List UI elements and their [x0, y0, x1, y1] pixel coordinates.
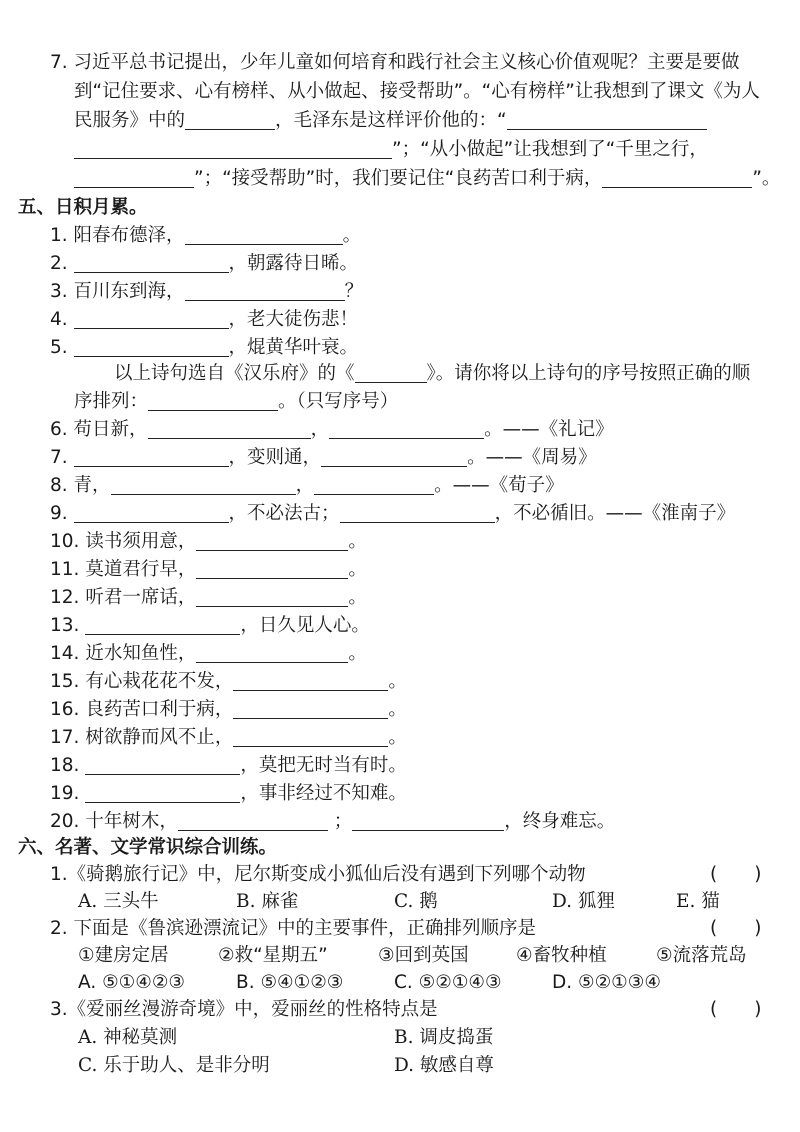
answer-blank[interactable] — [196, 642, 348, 663]
s6-q1-stem: 1.《骑鹅旅行记》中，尼尔斯变成小狐仙后没有遇到下列哪个动物 — [50, 864, 586, 885]
item-text: 。——《礼记》 — [484, 419, 614, 440]
item-text: 听君一席话， — [85, 587, 197, 608]
q7-text: 民服务》中的 — [74, 110, 186, 131]
item-number: 9. — [50, 503, 68, 524]
answer-blank[interactable] — [355, 362, 427, 383]
item-text: 树欲静而风不止， — [85, 727, 234, 748]
s5-note-line-2 — [74, 389, 398, 415]
item-text: 读书须用意， — [85, 531, 197, 552]
answer-blank[interactable] — [111, 474, 296, 495]
item-number: 17. — [50, 727, 80, 748]
item-number: 20. — [50, 811, 80, 832]
answer-blank[interactable] — [602, 167, 752, 188]
q7-text: ，毛泽东是这样评价他的：“ — [275, 110, 507, 131]
item-text: 。 — [348, 559, 367, 580]
item-number: 5. — [50, 337, 68, 358]
answer-blank[interactable] — [85, 782, 240, 803]
s5-item-13 — [50, 613, 370, 639]
item-text: 近水知鱼性， — [85, 643, 197, 664]
item-text: ，日久见人心。 — [240, 615, 370, 636]
note-text: 》。请你将以上诗句的序号按照正确的顺 — [426, 363, 751, 384]
s5-item-19 — [50, 781, 407, 807]
answer-blank[interactable] — [196, 558, 348, 579]
item-text: ，变则通， — [228, 447, 322, 468]
answer-blank[interactable] — [74, 502, 229, 523]
item-text: ； — [333, 811, 353, 832]
q7-line-3 — [74, 108, 707, 134]
answer-blank[interactable] — [185, 224, 343, 245]
item-text: 良药苦口利于病， — [85, 699, 234, 720]
s5-item-14 — [50, 641, 367, 667]
item-text: ，终身难忘。 — [504, 811, 616, 832]
s5-item-11 — [50, 557, 367, 583]
answer-blank[interactable] — [148, 390, 278, 411]
q7-text: ”；“从小做起”让我想到了“千里之行， — [392, 139, 708, 160]
item-text: ，朝露待日晞。 — [228, 253, 359, 274]
item-text: 莫道君行早， — [85, 559, 197, 580]
s6-q2-event-4: ④畜牧种植 — [516, 945, 607, 966]
s5-item-16 — [50, 697, 407, 723]
item-text: ，老大徒伤悲！ — [228, 309, 359, 330]
s6-q3-option-b[interactable]: B. 调皮捣蛋 — [394, 1027, 494, 1048]
item-number: 11. — [50, 559, 80, 580]
answer-blank[interactable] — [178, 810, 328, 831]
answer-blank[interactable] — [314, 474, 434, 495]
answer-blank[interactable] — [233, 726, 388, 747]
answer-blank[interactable] — [74, 336, 229, 357]
answer-blank[interactable] — [329, 418, 484, 439]
s5-item-1 — [50, 223, 361, 249]
answer-blank[interactable] — [233, 698, 388, 719]
answer-blank[interactable] — [185, 109, 275, 130]
section-6-title: 六、名著、文学常识综合训练。 — [18, 837, 278, 858]
item-text: ？ — [344, 281, 364, 302]
answer-blank[interactable] — [196, 530, 348, 551]
s5-item-5 — [50, 335, 358, 361]
item-number: 14. — [50, 643, 80, 664]
item-text: ， — [310, 419, 330, 440]
answer-blank[interactable] — [74, 308, 229, 329]
s5-item-9 — [50, 501, 735, 527]
s5-item-17 — [50, 725, 407, 751]
s6-q2-event-5: ⑤流落荒岛 — [656, 945, 747, 966]
q7-text: 7. 习近平总书记提出，少年儿童如何培育和践行社会主义核心价值观呢？主要是要做 — [50, 52, 740, 73]
note-text: 。（只写序号） — [278, 391, 399, 412]
item-text: 阳春布德泽， — [73, 225, 185, 246]
answer-blank[interactable] — [74, 138, 392, 159]
item-text: 。 — [388, 727, 407, 748]
s5-item-15 — [50, 669, 407, 695]
answer-blank[interactable] — [74, 446, 229, 467]
s6-q2-event-3: ③回到英国 — [378, 945, 469, 966]
s6-q3-option-c[interactable]: C. 乐于助人、是非分明 — [78, 1055, 270, 1076]
s5-item-7 — [50, 445, 597, 471]
item-text: 苟日新， — [73, 419, 148, 440]
s5-note-line-1 — [114, 361, 750, 387]
item-text: ，焜黄华叶衰。 — [228, 337, 359, 358]
item-text: 。 — [348, 643, 367, 664]
answer-blank[interactable] — [85, 614, 240, 635]
answer-blank[interactable] — [340, 502, 495, 523]
item-text: 青， — [73, 475, 111, 496]
item-text: ，莫把无时当有时。 — [240, 755, 407, 776]
s6-q1-option-b[interactable]: B. 麻雀 — [236, 891, 299, 912]
s6-q2-stem: 2. 下面是《鲁滨逊漂流记》中的主要事件，正确排列顺序是 — [50, 918, 537, 939]
item-text: ，不必循旧。——《淮南子》 — [494, 503, 736, 524]
s5-item-10 — [50, 529, 367, 555]
section-5-title: 五、日积月累。 — [18, 197, 148, 218]
answer-blank[interactable] — [233, 670, 388, 691]
item-text: 。 — [348, 531, 367, 552]
q7-line-1 — [50, 50, 740, 76]
s6-q3-stem: 3.《爱丽丝漫游奇境》中，爱丽丝的性格特点是 — [50, 999, 438, 1020]
s5-item-8 — [50, 473, 564, 499]
item-text: 有心栽花花不发， — [85, 671, 234, 692]
item-number: 6. — [50, 419, 68, 440]
item-text: ，不必法古； — [228, 503, 340, 524]
note-text: 以上诗句选自《汉乐府》的《 — [114, 363, 355, 384]
answer-blank[interactable] — [74, 167, 194, 188]
item-number: 10. — [50, 531, 80, 552]
answer-paren[interactable]: ( ) — [710, 999, 762, 1020]
item-text: 百川东到海， — [73, 281, 185, 302]
q7-text: 到“记住要求、心有榜样、从小做起、接受帮助”。“心有榜样”让我想到了课文《为人 — [74, 81, 760, 102]
s6-q2-option-c[interactable]: C. ⑤②①④③ — [394, 972, 502, 993]
q7-line-5 — [74, 166, 780, 192]
answer-blank[interactable] — [507, 109, 707, 130]
item-text: 。——《荀子》 — [434, 475, 564, 496]
s6-q1-option-d[interactable]: D. 狐狸 — [552, 891, 615, 912]
s5-item-18 — [50, 753, 407, 779]
item-text: 。——《周易》 — [467, 447, 597, 468]
answer-blank[interactable] — [352, 810, 504, 831]
item-text: ， — [295, 475, 315, 496]
item-number: 12. — [50, 587, 80, 608]
s5-item-2 — [50, 251, 358, 277]
s6-q1-option-a[interactable]: A. 三头牛 — [78, 891, 159, 912]
item-number: 7. — [50, 447, 68, 468]
item-number: 15. — [50, 671, 80, 692]
item-text: 。 — [342, 225, 362, 246]
item-text: 。 — [388, 671, 407, 692]
s6-q1-option-e[interactable]: E. 猫 — [676, 891, 720, 912]
q7-text: ”；“接受帮助”时，我们要记住“良药苦口利于病， — [194, 168, 603, 189]
item-number: 1. — [50, 225, 68, 246]
q7-line-4 — [74, 137, 708, 163]
item-text: 十年树木， — [85, 811, 178, 832]
item-number: 8. — [50, 475, 68, 496]
s5-item-6 — [50, 417, 614, 443]
item-number: 4. — [50, 309, 68, 330]
s6-q3-option-a[interactable]: A. 神秘莫测 — [78, 1027, 178, 1048]
s6-q2-event-2: ②救“星期五” — [218, 945, 328, 966]
item-number: 13. — [50, 615, 80, 636]
s6-q2-option-d[interactable]: D. ⑤②①③④ — [552, 972, 661, 993]
s5-item-4 — [50, 307, 358, 333]
item-number: 3. — [50, 281, 68, 302]
q7-text: ”。 — [752, 168, 781, 189]
item-text: 。 — [348, 587, 367, 608]
note-text: 序排列： — [74, 391, 149, 412]
s6-q1-option-c[interactable]: C. 鹅 — [394, 891, 438, 912]
s6-q2-option-a[interactable]: A. ⑤①④②③ — [78, 972, 186, 993]
item-number: 18. — [50, 755, 80, 776]
answer-blank[interactable] — [185, 280, 345, 301]
s6-q2-event-1: ①建房定居 — [78, 945, 169, 966]
answer-blank[interactable] — [321, 446, 467, 467]
item-text: 。 — [388, 699, 407, 720]
answer-blank[interactable] — [85, 754, 240, 775]
s6-q3-option-d[interactable]: D. 敏感自尊 — [394, 1055, 494, 1076]
s5-item-20 — [50, 809, 615, 835]
answer-paren[interactable]: ( ) — [710, 918, 762, 939]
s5-item-3 — [50, 279, 363, 305]
item-number: 2. — [50, 253, 68, 274]
item-number: 19. — [50, 783, 80, 804]
answer-paren[interactable]: ( ) — [710, 864, 762, 885]
item-number: 16. — [50, 699, 80, 720]
answer-blank[interactable] — [148, 418, 311, 439]
item-text: ，事非经过不知难。 — [240, 783, 407, 804]
s6-q2-option-b[interactable]: B. ⑤④①②③ — [236, 972, 344, 993]
answer-blank[interactable] — [196, 586, 348, 607]
q7-line-2 — [74, 79, 760, 105]
answer-blank[interactable] — [74, 252, 229, 273]
s5-item-12 — [50, 585, 367, 611]
